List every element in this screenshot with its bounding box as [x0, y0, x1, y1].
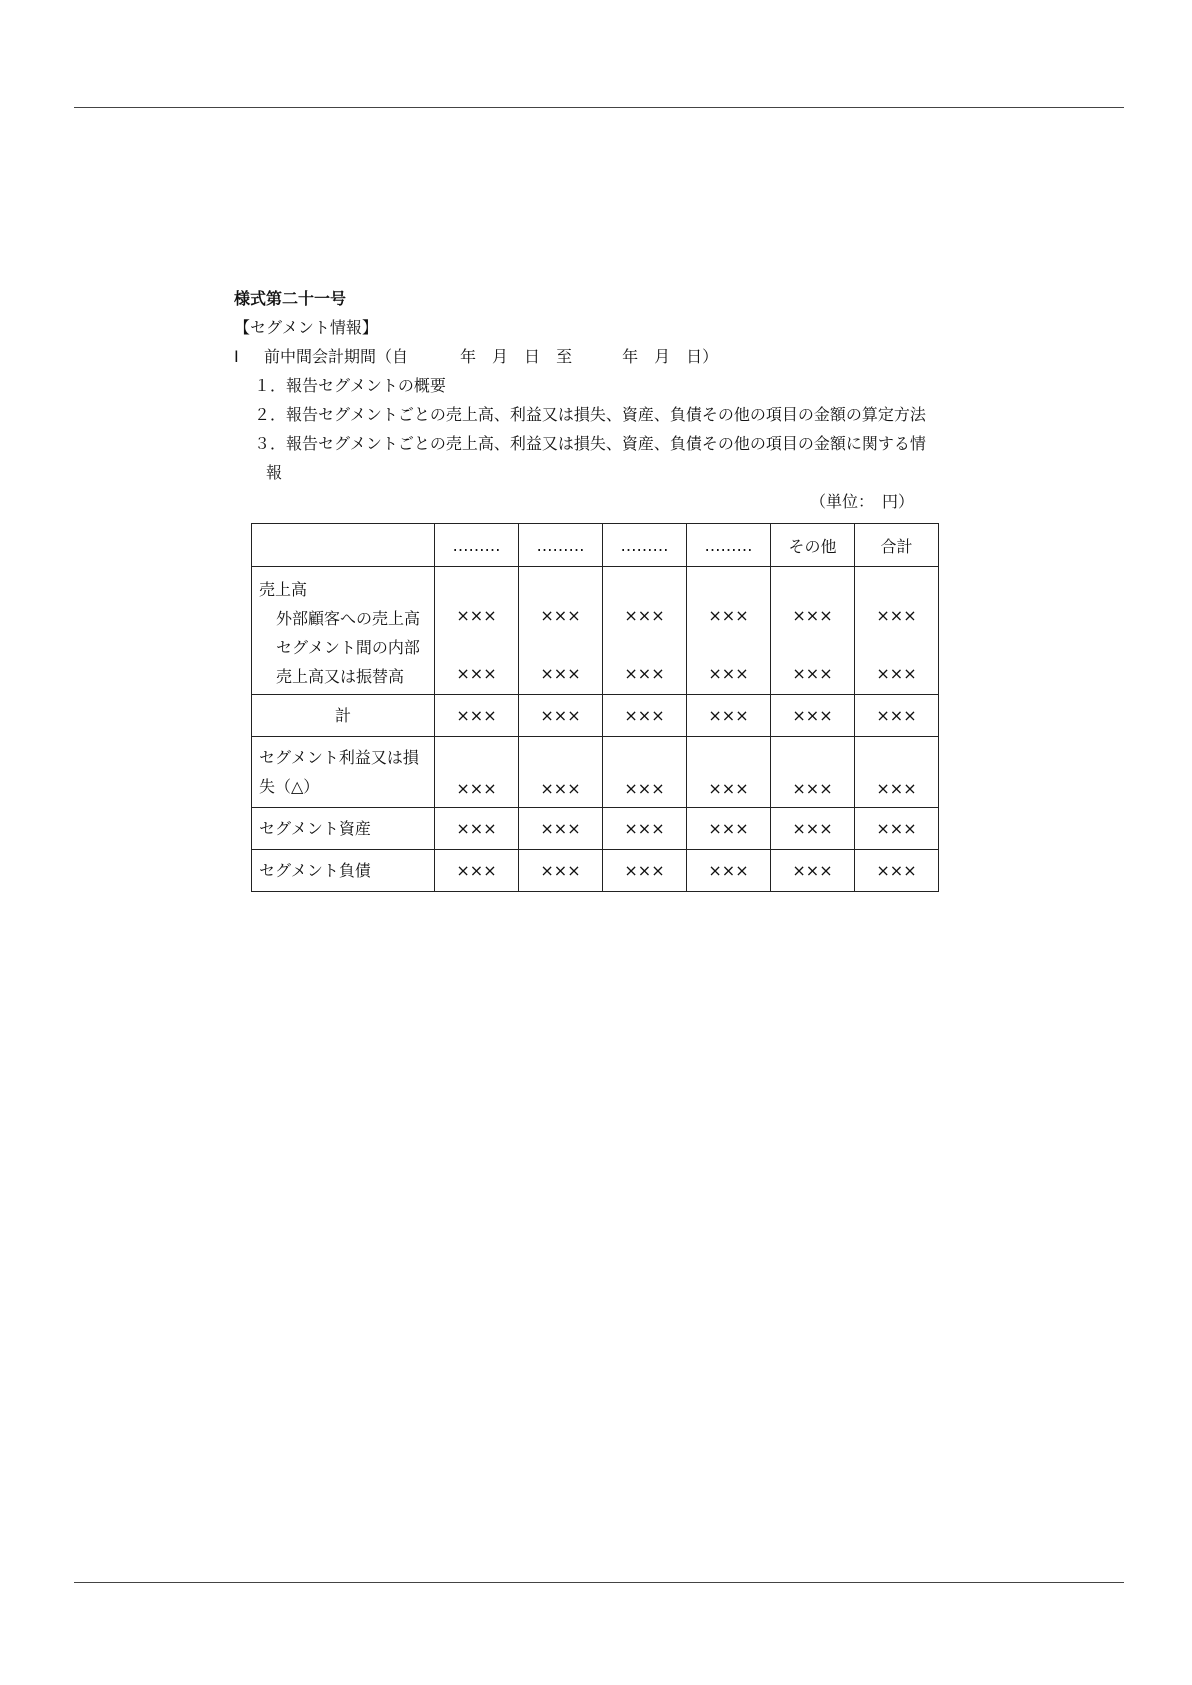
- assets-value: ×××: [771, 808, 855, 850]
- footer-rule: [74, 1582, 1124, 1583]
- header-rule: [74, 107, 1124, 108]
- header-cell-segment-3: ………: [603, 524, 687, 567]
- section-title: 【セグメント情報】: [234, 318, 378, 337]
- liabilities-value: ×××: [603, 850, 687, 892]
- profit-value: ×××: [687, 737, 771, 808]
- header-cell-segment-2: ………: [519, 524, 603, 567]
- period-numeral: Ⅰ: [234, 347, 239, 366]
- item-1: １．報告セグメントの概要: [254, 376, 446, 395]
- total-value: ×××: [603, 695, 687, 737]
- table-header-row: [252, 524, 939, 567]
- sales-cell: [519, 567, 603, 695]
- assets-value: ×××: [603, 808, 687, 850]
- period-year1: 年: [460, 347, 477, 366]
- sales-external-value: ×××: [792, 606, 833, 625]
- sales-cell: [855, 567, 939, 695]
- header-cell-total: 合計: [855, 524, 939, 567]
- item-3-continuation: 報: [266, 463, 283, 482]
- header-cell-segment-4: ………: [687, 524, 771, 567]
- profit-value: ×××: [519, 737, 603, 808]
- sales-external-label: 外部顧客への売上高: [276, 609, 421, 628]
- sales-external-value: ×××: [708, 606, 749, 625]
- period-year2: 年: [622, 347, 639, 366]
- total-label: 計: [252, 695, 435, 737]
- total-value: ×××: [687, 695, 771, 737]
- assets-value: ×××: [519, 808, 603, 850]
- sales-internal-label-line2: 売上高又は振替高: [276, 667, 405, 686]
- table-row-assets: [252, 808, 939, 850]
- document-body: [234, 284, 974, 516]
- sales-internal-label-line1: セグメント間の内部: [276, 638, 420, 657]
- total-value: ×××: [855, 695, 939, 737]
- period-month1: 月: [492, 347, 509, 366]
- sales-internal-value: ×××: [876, 664, 917, 683]
- sales-cell: [771, 567, 855, 695]
- sales-cell: [687, 567, 771, 695]
- period-to: 至: [556, 347, 573, 366]
- profit-label-line1: セグメント利益又は損: [259, 748, 419, 767]
- assets-value: ×××: [855, 808, 939, 850]
- sales-external-value: ×××: [624, 606, 665, 625]
- profit-value: ×××: [603, 737, 687, 808]
- total-value: ×××: [435, 695, 519, 737]
- period-line: [234, 342, 974, 371]
- assets-value: ×××: [687, 808, 771, 850]
- liabilities-value: ×××: [855, 850, 939, 892]
- assets-value: ×××: [435, 808, 519, 850]
- profit-label-cell: [252, 737, 435, 808]
- sales-external-value: ×××: [540, 606, 581, 625]
- header-cell-blank: [252, 524, 435, 567]
- sales-internal-value: ×××: [708, 664, 749, 683]
- profit-value: ×××: [855, 737, 939, 808]
- sales-internal-value: ×××: [540, 664, 581, 683]
- form-number: 様式第二十一号: [234, 289, 347, 308]
- period-day2: 日）: [686, 347, 719, 366]
- table-row-profit: [252, 737, 939, 808]
- sales-internal-value: ×××: [456, 664, 497, 683]
- header-cell-other: その他: [771, 524, 855, 567]
- sales-cell: [603, 567, 687, 695]
- profit-value: ×××: [771, 737, 855, 808]
- item-2: ２．報告セグメントごとの売上高、利益又は損失、資産、負債その他の項目の金額の算定方法: [254, 405, 926, 424]
- period-month2: 月: [654, 347, 671, 366]
- liabilities-value: ×××: [435, 850, 519, 892]
- assets-label: セグメント資産: [252, 808, 435, 850]
- liabilities-label: セグメント負債: [252, 850, 435, 892]
- sales-external-value: ×××: [876, 606, 917, 625]
- sales-external-value: ×××: [456, 606, 497, 625]
- liabilities-value: ×××: [771, 850, 855, 892]
- table-row-total: [252, 695, 939, 737]
- sales-cell: [435, 567, 519, 695]
- sales-label-cell: [252, 567, 435, 695]
- header-cell-segment-1: ………: [435, 524, 519, 567]
- sales-label: 売上高: [259, 580, 308, 599]
- sales-internal-value: ×××: [792, 664, 833, 683]
- unit-label: （単位： 円）: [809, 492, 914, 511]
- table-row-sales: [252, 567, 939, 695]
- sales-internal-value: ×××: [624, 664, 665, 683]
- item-3: ３．報告セグメントごとの売上高、利益又は損失、資産、負債その他の項目の金額に関する情: [254, 434, 926, 453]
- table-row-liabilities: [252, 850, 939, 892]
- liabilities-value: ×××: [519, 850, 603, 892]
- total-value: ×××: [519, 695, 603, 737]
- liabilities-value: ×××: [687, 850, 771, 892]
- segment-table: [251, 523, 939, 892]
- period-day1: 日: [524, 347, 541, 366]
- total-value: ×××: [771, 695, 855, 737]
- profit-value: ×××: [435, 737, 519, 808]
- period-label: 前中間会計期間（自: [264, 347, 409, 366]
- profit-label-line2: 失（△）: [259, 777, 320, 796]
